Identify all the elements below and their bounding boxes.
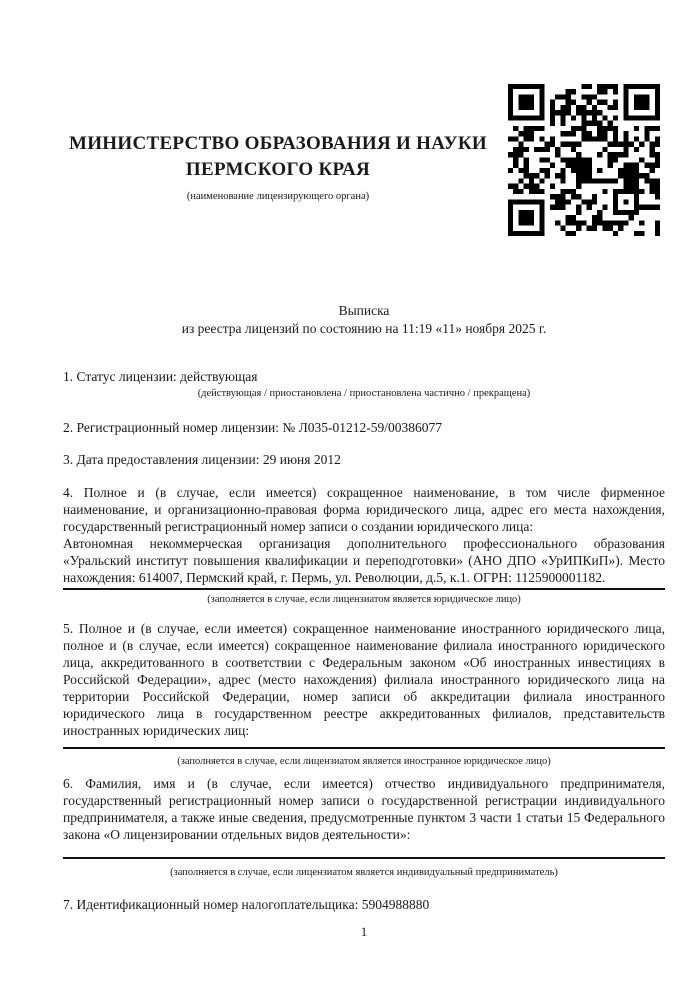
item-individual-entrepreneur (63, 775, 665, 879)
title-line1: Выписка (338, 303, 390, 318)
ministry-caption: (наименование лицензирующего органа) (186, 191, 370, 202)
item-legal-entity-value: Автономная некоммерческая организация дополнительного профессионального образования «Уральский институт повышения квалификации и переподготовки» (АНО ДПО «УрИПКиП»). Место нахождения: 614007, Пермский край, г. Пермь, ул. Революции, д.5, к.1. ОГРН: 1125900001182. (63, 536, 665, 585)
item-registration-number: 2. Регистрационный номер лицензии: № Л035-01212-59/00386077 (63, 420, 443, 435)
ministry-name-line1: МИНИСТЕРСТВО ОБРАЗОВАНИЯ И НАУКИ (68, 133, 488, 154)
page-number: 1 (360, 924, 368, 939)
licensing-authority-header (63, 131, 493, 203)
qr-code-icon (508, 84, 660, 236)
ministry-name-line2: ПЕРМСКОГО КРАЯ (185, 158, 371, 180)
item-legal-entity-label: 4. Полное и (в случае, если имеется) сокращенное наименование, в том числе фирменное наименование, и организационно-правовая форма юридического лица, адрес его места нахождения, государственный регистрационный номер записи о создании юридического лица: (63, 485, 665, 534)
title-line2: из реестра лицензий по состоянию на 11:19 «11» ноября 2025 г. (181, 321, 547, 336)
item-legal-entity-note: (заполняется в случае, если лицензиатом является юридическое лицо) (207, 594, 521, 605)
fill-in-line (63, 857, 665, 859)
item-legal-entity (63, 484, 665, 606)
fill-in-line (63, 588, 665, 590)
document-title (63, 302, 665, 338)
item-individual-entrepreneur-note: (заполняется в случае, если лицензиатом является индивидуальный предприниматель) (170, 867, 558, 878)
fill-in-line (63, 747, 665, 749)
item-license-status: 1. Статус лицензии: действующая (63, 369, 258, 384)
item-foreign-entity-note: (заполняется в случае, если лицензиатом является иностранное юридическое лицо) (177, 756, 551, 767)
item-foreign-entity-label: 5. Полное и (в случае, если имеется) сокращенное наименование иностранного юридического лица, полное и (в случае, если имеется) сокращенное наименование филиала иностранного юридического лица, аккредитованного в соответствии с Федеральным законом «Об иностранных инвестициях в Российской Федерации», адрес (место нахождения) филиала иностранного юридического лица на территории Российской Федерации, номер записи об аккредитации филиала иностранного юридического лица в государственном реестре аккредитованных филиалов, представительств иностранных юридических лиц: (63, 621, 665, 738)
item-individual-entrepreneur-label: 6. Фамилия, имя и (в случае, если имеется) отчество индивидуального предпринимателя, государственный регистрационный номер записи о государственной регистрации индивидуального предпринимателя, а также иные сведения, предусмотренные пунктом 3 части 1 статьи 15 Федерального закона «О лицензировании отдельных видов деятельности»: (63, 776, 665, 842)
item-license-status-note: (действующая / приостановлена / приостановлена частично / прекращена) (197, 388, 531, 399)
item-license-date: 3. Дата предоставления лицензии: 29 июня 2012 (63, 452, 341, 467)
item-taxpayer-number: 7. Идентификационный номер налогоплательщика: 5904988880 (63, 897, 430, 912)
item-foreign-entity (63, 620, 665, 768)
